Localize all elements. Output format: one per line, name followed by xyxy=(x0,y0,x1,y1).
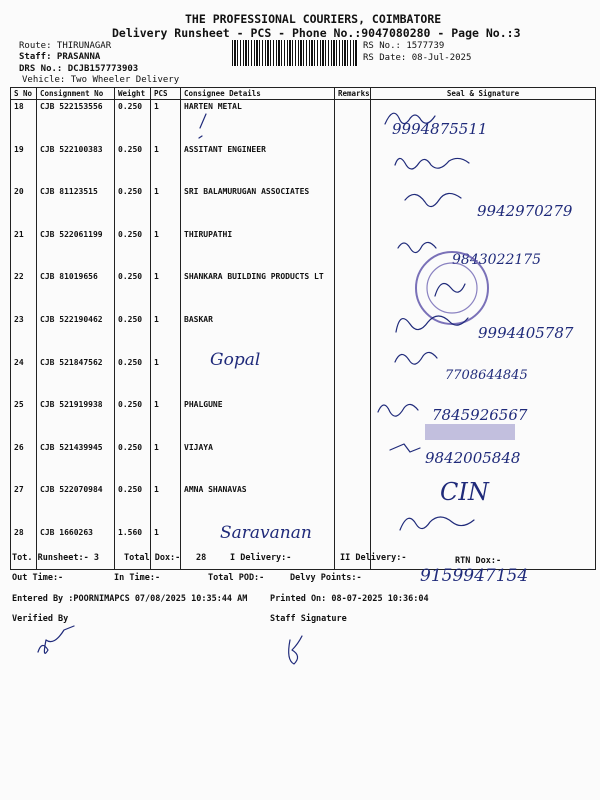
drs-number: DRS No.: DCJB157773903 xyxy=(19,64,139,74)
row-weight: 0.250 xyxy=(115,143,151,186)
i-delivery: I Delivery:- xyxy=(230,553,292,563)
row-weight: 0.250 xyxy=(115,313,151,356)
verified-by: Verified By xyxy=(12,614,69,624)
row-pcs: 1 xyxy=(151,143,181,186)
seal-stamp-inner xyxy=(427,263,477,313)
row-pcs: 1 xyxy=(151,100,181,143)
row-pcs: 1 xyxy=(151,483,181,526)
col-weight: Weight xyxy=(115,88,151,100)
row-sno: 23 xyxy=(11,313,37,356)
row-consignee: BASKAR xyxy=(181,313,335,356)
handwritten-phone: 9994405787 xyxy=(478,324,574,342)
col-seal-signature: Seal & Signature xyxy=(371,88,596,100)
total-dox-value: 28 xyxy=(196,553,207,563)
stamp-smear xyxy=(425,424,515,440)
handwritten-phone: 9843022175 xyxy=(452,252,542,268)
row-weight: 0.250 xyxy=(115,398,151,441)
signature-scribble xyxy=(400,517,474,530)
row-pcs: 1 xyxy=(151,526,181,569)
row-pcs: 1 xyxy=(151,185,181,228)
ii-delivery: II Delivery:- xyxy=(340,553,407,563)
handwritten-phone: 9159947154 xyxy=(420,566,529,586)
col-remarks: Remarks xyxy=(335,88,371,100)
col-consignee: Consignee Details xyxy=(181,88,335,100)
row-weight: 0.250 xyxy=(115,100,151,143)
signature-scribble xyxy=(398,242,436,252)
col-pcs: PCS xyxy=(151,88,181,100)
handwritten-phone: 9994875511 xyxy=(392,120,488,138)
row-sno: 22 xyxy=(11,270,37,313)
row-consignment: CJB 521439945 xyxy=(37,441,115,484)
row-pcs: 1 xyxy=(151,398,181,441)
col-consignment: Consignment No xyxy=(37,88,115,100)
col-sno: S No xyxy=(11,88,37,100)
route: Route: THIRUNAGAR xyxy=(19,41,112,51)
handwritten-name: Gopal xyxy=(210,350,261,370)
row-consignee: SRI BALAMURUGAN ASSOCIATES xyxy=(181,185,335,228)
signature-scribble xyxy=(390,444,420,452)
delvy-points: Delvy Points:- xyxy=(290,573,362,583)
row-consignment: CJB 81019656 xyxy=(37,270,115,313)
row-sno: 19 xyxy=(11,143,37,186)
company-name: THE PROFESSIONAL COURIERS, COIMBATORE xyxy=(185,12,442,26)
rs-number: RS No.: 1577739 xyxy=(363,41,445,51)
row-sno: 26 xyxy=(11,441,37,484)
signature-scribble xyxy=(395,158,469,169)
row-sno: 25 xyxy=(11,398,37,441)
row-consignee: THIRUPATHI xyxy=(181,228,335,271)
vehicle: Vehicle: Two Wheeler Delivery xyxy=(22,75,180,85)
row-pcs: 1 xyxy=(151,313,181,356)
out-time: Out Time:- xyxy=(12,573,64,583)
row-pcs: 1 xyxy=(151,270,181,313)
row-sno: 28 xyxy=(11,526,37,569)
signature-scribble xyxy=(435,284,465,297)
tot-runsheet: Tot. Runsheet:- 3 xyxy=(12,553,99,563)
entered-by: Entered By :POORNIMAPCS 07/08/2025 10:35:44 AM xyxy=(12,594,248,604)
runsheet-subtitle: Delivery Runsheet - PCS - Phone No.:9047080280 - Page No.:3 xyxy=(112,26,521,40)
in-time: In Time:- xyxy=(114,573,161,583)
handwritten-phone: 7845926567 xyxy=(432,406,528,424)
handwritten-phone: 9942970279 xyxy=(477,202,573,220)
handwritten-name: Saravanan xyxy=(220,523,312,543)
row-consignment: CJB 522100383 xyxy=(37,143,115,186)
staff-signature-label: Staff Signature xyxy=(270,614,347,624)
row-weight: 0.250 xyxy=(115,270,151,313)
row-consignment: CJB 1660263 xyxy=(37,526,115,569)
row-consignment: CJB 522070984 xyxy=(37,483,115,526)
row-consignee: PHALGUNE xyxy=(181,398,335,441)
row-consignee: ASSITANT ENGINEER xyxy=(181,143,335,186)
handwritten-sign: CIN xyxy=(440,478,489,506)
row-consignee: HARTEN METAL xyxy=(181,100,335,143)
row-consignment: CJB 522061199 xyxy=(37,228,115,271)
total-dox-label: Total Dox:- xyxy=(124,553,181,563)
row-pcs: 1 xyxy=(151,441,181,484)
signature-scribble xyxy=(405,193,461,206)
row-pcs: 1 xyxy=(151,228,181,271)
row-consignment: CJB 81123515 xyxy=(37,185,115,228)
row-weight: 0.250 xyxy=(115,483,151,526)
row-consignment: CJB 522190462 xyxy=(37,313,115,356)
row-sno: 20 xyxy=(11,185,37,228)
row-sno: 24 xyxy=(11,356,37,399)
row-weight: 0.250 xyxy=(115,228,151,271)
row-sno: 21 xyxy=(11,228,37,271)
total-pod: Total POD:- xyxy=(208,573,265,583)
row-consignment: CJB 521847562 xyxy=(37,356,115,399)
rtn-dox: RTN Dox:- xyxy=(455,556,502,566)
tick-mark xyxy=(199,114,206,138)
staff: Staff: PRASANNA xyxy=(19,52,101,62)
row-consignee: AMNA SHANAVAS xyxy=(181,483,335,526)
row-sno: 27 xyxy=(11,483,37,526)
staff-signature-scribble xyxy=(289,636,302,664)
row-pcs: 1 xyxy=(151,356,181,399)
row-sno: 18 xyxy=(11,100,37,143)
row-weight: 0.250 xyxy=(115,356,151,399)
row-consignment: CJB 522153556 xyxy=(37,100,115,143)
handwritten-phone: 7708644845 xyxy=(445,368,528,383)
row-consignment: CJB 521919938 xyxy=(37,398,115,441)
row-weight: 1.560 xyxy=(115,526,151,569)
row-weight: 0.250 xyxy=(115,441,151,484)
handwritten-phone: 9842005848 xyxy=(425,449,521,467)
row-consignee: SHANKARA BUILDING PRODUCTS LT xyxy=(181,270,335,313)
printed-on: Printed On: 08-07-2025 10:36:04 xyxy=(270,594,429,604)
verified-signature xyxy=(38,626,74,653)
rs-date: RS Date: 08-Jul-2025 xyxy=(363,53,472,63)
signature-scribble xyxy=(378,404,418,416)
signature-scribble xyxy=(395,352,437,364)
row-consignee: VIJAYA xyxy=(181,441,335,484)
row-weight: 0.250 xyxy=(115,185,151,228)
